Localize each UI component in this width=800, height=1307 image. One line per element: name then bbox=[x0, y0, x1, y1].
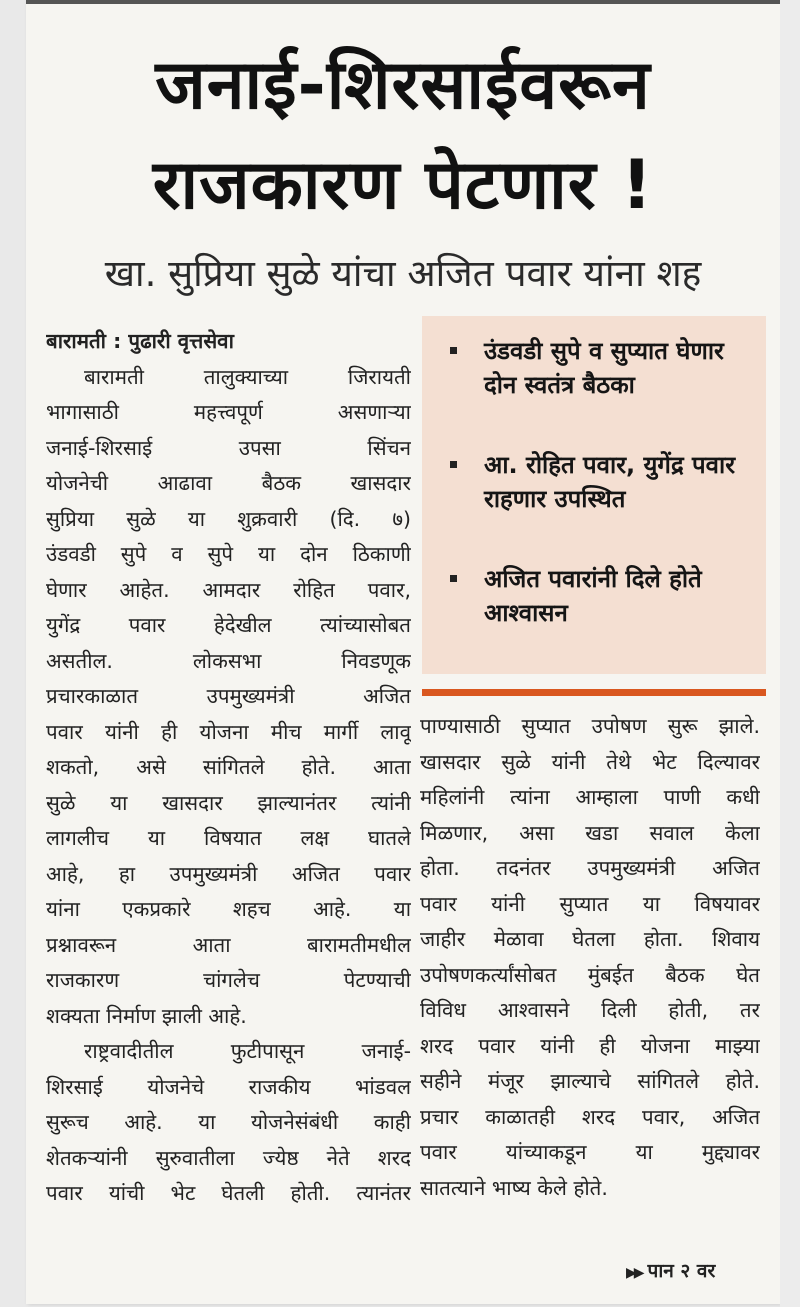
highlight-item: अजित पवारांनी दिले होते आश्वासन bbox=[436, 562, 756, 630]
background-strip bbox=[780, 0, 800, 1307]
body-line: यांना एकप्रकारे शहच आहे. या bbox=[46, 897, 411, 921]
body-line: घेणार आहेत. आमदार रोहित पवार, bbox=[46, 577, 411, 602]
body-line: होता. तदनंतर उपमुख्यमंत्री अजित bbox=[420, 856, 760, 880]
right-column bbox=[420, 709, 760, 1206]
body-line: विविध आश्वासने दिली होती, तर bbox=[420, 998, 760, 1022]
headline-line-1: जनाई-शिरसाईवरून bbox=[155, 46, 651, 125]
body-line: शक्यता निर्माण झाली आहे. bbox=[46, 1003, 247, 1028]
dateline: बारामती : पुढारी वृत्तसेवा bbox=[46, 329, 234, 353]
body-line: प्रश्नावरून आता बारामतीमधील bbox=[46, 932, 411, 957]
body-line: उंडवडी सुपे व सुपे या दोन ठिकाणी bbox=[46, 542, 411, 566]
body-line: लागलीच या विषयात लक्ष घातले bbox=[46, 826, 411, 850]
left-column bbox=[46, 324, 411, 1212]
body-line: जाहीर मेळावा घेतला होता. शिवाय bbox=[420, 927, 760, 951]
body-line: जनाई-शिरसाई उपसा सिंचन bbox=[46, 435, 411, 460]
highlight-item: आ. रोहित पवार, युगेंद्र पवार राहणार उपस्थित bbox=[436, 448, 756, 516]
body-line: प्रचार काळातही शरद पवार, अजित bbox=[420, 1104, 760, 1129]
subheading: खा. सुप्रिया सुळे यांचा अजित पवार यांना शह bbox=[104, 252, 702, 295]
body-line: उपोषणकर्त्यांसोबत मुंबईत बैठक घेत bbox=[420, 962, 760, 987]
body-line: योजनेची आढावा बैठक खासदार bbox=[46, 471, 411, 495]
body-line: पाण्यासाठी सुप्यात उपोषण सुरू झाले. bbox=[420, 714, 760, 738]
body-line: खासदार सुळे यांनी तेथे भेट दिल्यावर bbox=[420, 749, 760, 774]
body-line: राष्ट्रवादीतील फुटीपासून जनाई- bbox=[84, 1039, 411, 1063]
double-arrow-icon: ▶▶ bbox=[626, 1265, 642, 1281]
body-line: सहीने मंजूर झाल्याचे सांगितले होते. bbox=[420, 1069, 760, 1093]
body-line: शकतो, असे सांगितले होते. आता bbox=[46, 755, 411, 779]
body-line: पवार यांची भेट घेतली होती. त्यानंतर bbox=[46, 1181, 411, 1205]
body-line: शेतकऱ्यांनी सुरुवातीला ज्येष्ठ नेते शरद bbox=[46, 1145, 411, 1170]
body-line: बारामती तालुक्याच्या जिरायती bbox=[84, 364, 411, 389]
body-line: भागासाठी महत्त्वपूर्ण असणाऱ्या bbox=[46, 400, 411, 424]
bullet-square-icon bbox=[450, 575, 457, 582]
body-line: महिलांनी त्यांना आम्हाला पाणी कधी bbox=[420, 785, 760, 809]
headline-line-2: राजकारण पेटणार ! bbox=[152, 146, 654, 225]
body-line: सातत्याने भाष्य केले होते. bbox=[420, 1175, 608, 1200]
body-line: शरद पवार यांनी ही योजना माझ्या bbox=[420, 1033, 760, 1058]
body-line: राजकारण चांगलेच पेटण्याची bbox=[46, 968, 411, 992]
body-line: सुरूच आहे. या योजनेसंबंधी काही bbox=[46, 1110, 411, 1134]
newspaper-clipping bbox=[26, 0, 780, 1304]
body-line: पवार यांनी सुप्यात या विषयावर bbox=[420, 891, 760, 916]
body-line: आहे, हा उपमुख्यमंत्री अजित पवार bbox=[46, 861, 411, 886]
body-line: मिळणार, असा खडा सवाल केला bbox=[420, 820, 760, 845]
highlight-item: उंडवडी सुपे व सुप्यात घेणार दोन स्वतंत्र बैठका bbox=[436, 334, 756, 402]
divider-rule bbox=[422, 689, 766, 696]
bullet-square-icon bbox=[450, 347, 457, 354]
highlights-box bbox=[422, 316, 766, 674]
body-line: प्रचारकाळात उपमुख्यमंत्री अजित bbox=[46, 684, 411, 708]
body-line: युगेंद्र पवार हेदेखील त्यांच्यासोबत bbox=[46, 613, 411, 637]
body-line: असतील. लोकसभा निवडणूक bbox=[46, 648, 411, 673]
body-line: पवार यांनी ही योजना मीच मार्गी लावू bbox=[46, 719, 411, 744]
body-line: सुळे या खासदार झाल्यानंतर त्यांनी bbox=[46, 790, 411, 815]
body-line: पवार यांच्याकडून या मुद्द्यावर bbox=[420, 1140, 760, 1164]
continuation-ref: ▶▶ पान २ वर bbox=[626, 1260, 716, 1282]
body-line: सुप्रिया सुळे या शुक्रवारी (दि. ७) bbox=[46, 506, 411, 531]
body-line: शिरसाई योजनेचे राजकीय भांडवल bbox=[46, 1074, 411, 1099]
bullet-square-icon bbox=[450, 461, 457, 468]
